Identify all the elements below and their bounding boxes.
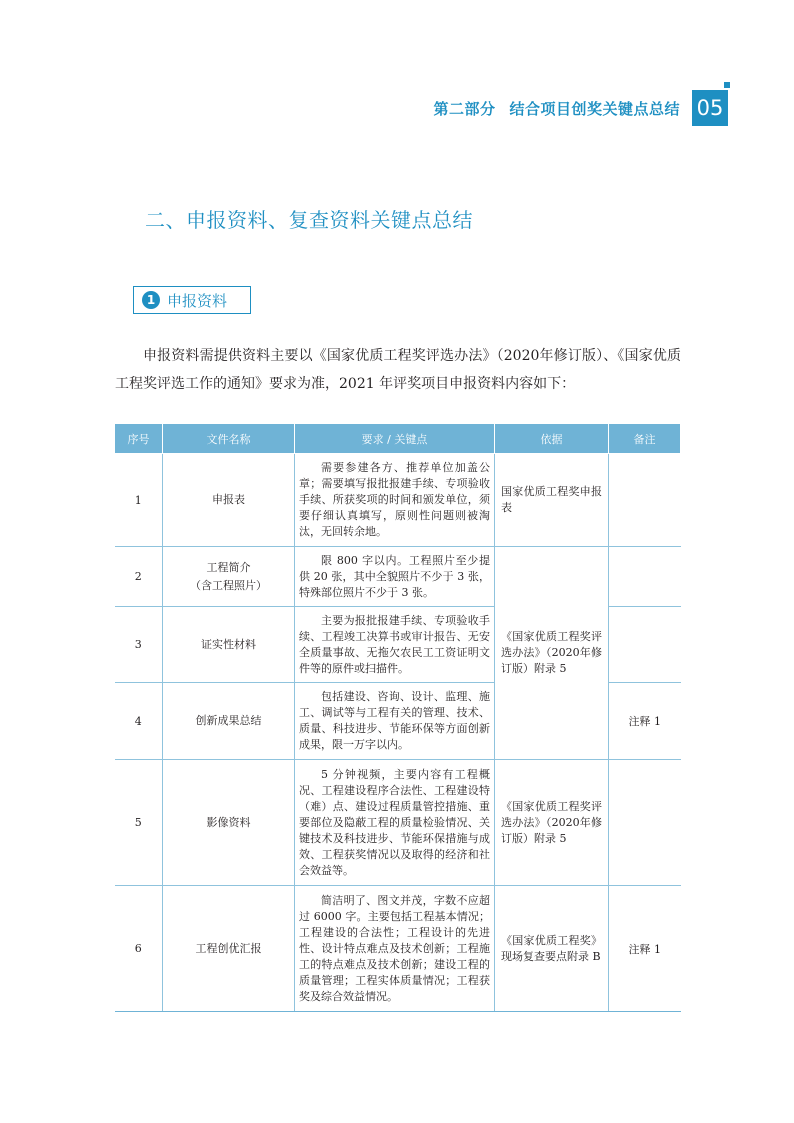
table-row: [115, 454, 681, 547]
row-no: 5: [115, 760, 163, 886]
row-req: 需要参建各方、推荐单位加盖公章；需要填写报批报建手续、专项验收手续、所获奖项的时间和颁发单位，须要仔细认真填写，原则性问题则被淘汰，无回转余地。: [295, 454, 495, 547]
row-no: 2: [115, 547, 163, 607]
row-note: [609, 760, 681, 886]
row-name: [163, 547, 295, 607]
circled-number-icon: 1: [142, 291, 160, 309]
row-req: 主要为报批报建手续、专项验收手续、工程竣工决算书或审计报告、无安全质量事故、无拖欠农民工工资证明文件等的原件或扫描件。: [295, 607, 495, 683]
section-title: 二、申报资料、复查资料关键点总结: [145, 208, 473, 232]
row-note: [609, 607, 681, 683]
row-req: 简洁明了、图文并茂，字数不应超过 6000 字。主要包括工程基本情况；工程建设的合法性；工程设计的先进性、设计特点难点及技术创新；工程施工的特点难点及技术创新；建设工程的质量管理；工程实体质量情况；工程获奖及综合效益情况。: [295, 886, 495, 1012]
table-header-row: [115, 424, 681, 454]
chapter-dot-icon: [724, 82, 730, 88]
row-note: 注释 1: [609, 886, 681, 1012]
row-name-text: 工程创优汇报: [195, 941, 262, 955]
row-basis: 《国家优质工程奖评选办法》（2020年修订版）附录 5: [495, 760, 609, 886]
row-no: 4: [115, 683, 163, 760]
intro-paragraph: 申报资料需提供资料主要以《国家优质工程奖评选办法》（2020年修订版）、《国家优质工程奖评选工作的通知》要求为准，2021 年评奖项目申报资料内容如下：: [115, 348, 681, 392]
row-basis: 《国家优质工程奖》现场复查要点附录 B: [495, 886, 609, 1012]
table-row: [115, 760, 681, 886]
row-name: [163, 454, 295, 547]
row-name-text: 申报表: [212, 493, 245, 506]
row-name: [163, 886, 295, 1012]
row-name: [163, 683, 295, 760]
header-name: 文件名称: [163, 424, 295, 454]
row-basis-merged: 《国家优质工程奖评选办法》（2020年修订版）附录 5: [495, 547, 609, 760]
row-req: 5 分钟视频，主要内容有工程概况、工程建设程序合法性、工程建设特（难）点、建设过程质量管控措施、重要部位及隐蔽工程的质量检验情况、关键技术及科技进步、节能环保措施与成效、工程获奖情况以及取得的经济和社会效益等。: [295, 760, 495, 886]
row-name-sub: （含工程照片）: [190, 578, 267, 592]
subsection-heading: [133, 286, 251, 314]
row-name-text: 影像资料: [206, 815, 251, 829]
header-basis: 依据: [495, 424, 609, 454]
chapter-badge: [692, 90, 728, 126]
row-no: 1: [115, 454, 163, 547]
row-basis: 国家优质工程奖申报表: [495, 454, 609, 547]
row-no: 6: [115, 886, 163, 1012]
row-no: 3: [115, 607, 163, 683]
row-req: 包括建设、咨询、设计、监理、施工、调试等与工程有关的管理、技术、质量、科技进步、节能环保等方面创新成果，限一万字以内。: [295, 683, 495, 760]
header-title: 结合项目创奖关键点总结: [509, 99, 680, 118]
row-note: [609, 454, 681, 547]
header-req: 要求 / 关键点: [295, 424, 495, 454]
header-note: 备注: [609, 424, 681, 454]
running-header: [433, 98, 680, 119]
row-name-text: 工程简介: [206, 560, 251, 574]
page-header: [433, 90, 728, 126]
table-row: [115, 547, 681, 607]
header-no: 序号: [115, 424, 163, 454]
row-name-text: 证实性材料: [201, 637, 256, 651]
row-req: 限 800 字以内。工程照片至少提供 20 张，其中全貌照片不少于 3 张，特殊部位照片不少于 3 张。: [295, 547, 495, 607]
row-note: [609, 547, 681, 607]
row-name: [163, 607, 295, 683]
subsection-label: 申报资料: [167, 291, 228, 310]
materials-table: [114, 423, 681, 1012]
chapter-number: 05: [696, 96, 724, 120]
table-row: [115, 886, 681, 1012]
row-note: 注释 1: [609, 683, 681, 760]
row-name: [163, 760, 295, 886]
header-part: 第二部分: [433, 99, 496, 118]
row-name-text: 创新成果总结: [195, 714, 262, 727]
